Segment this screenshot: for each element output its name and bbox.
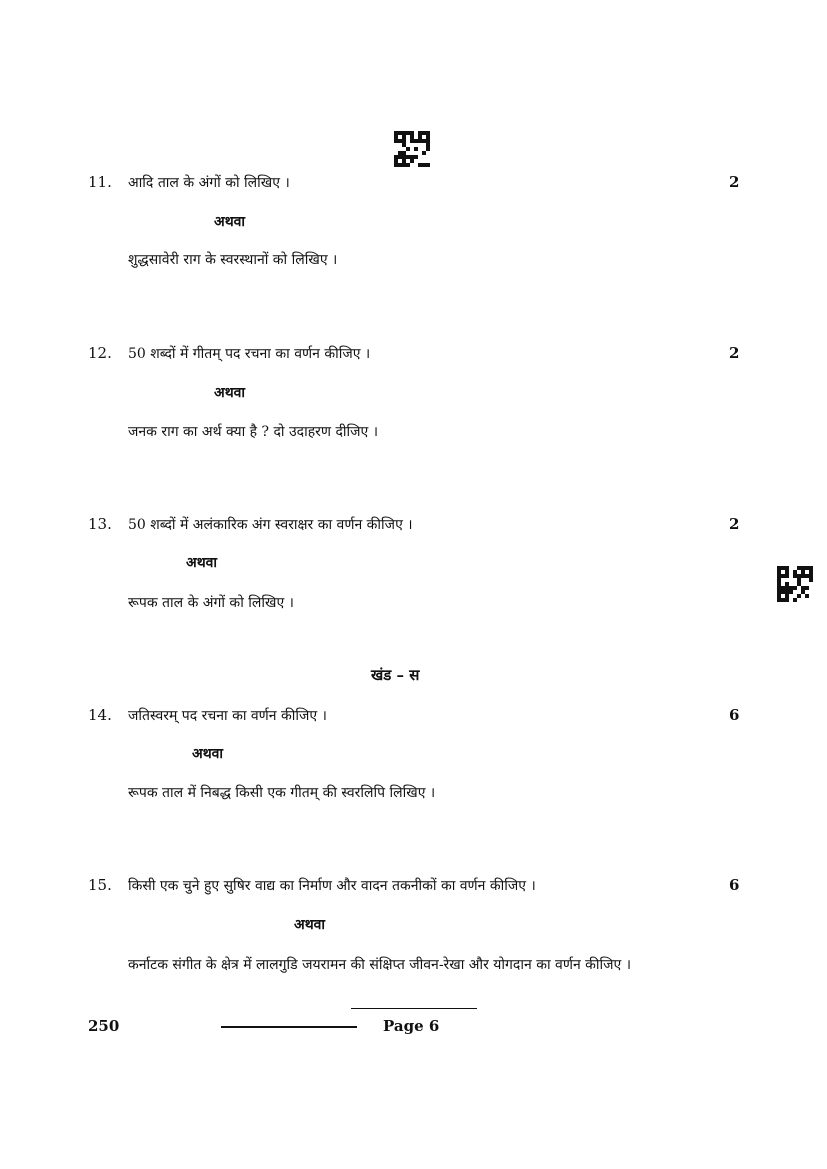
question-marks: 2 [729,515,740,533]
alternative-question: रूपक ताल के अंगों को लिखिए । [128,595,294,611]
question-text: 50 शब्दों में गीतम् पद रचना का वर्णन कीजिए । [128,346,371,362]
alternative-question: कर्नाटक संगीत के क्षेत्र में लालगुडि जयरामन की संक्षिप्त जीवन-रेखा और योगदान का वर्णन कीजिए । [128,957,632,973]
alternative-question: रूपक ताल में निबद्ध किसी एक गीतम् की स्वरलिपि लिखिए । [128,785,436,801]
alternative-question: जनक राग का अर्थ क्या है ? दो उदाहरण दीजिए । [128,424,379,440]
or-label: अथवा [214,214,246,230]
question-marks: 6 [729,876,740,894]
question-number: 14. [88,706,112,724]
page-number: Page 6 [383,1017,440,1035]
or-label: अथवा [294,917,326,933]
question-number: 12. [88,344,112,362]
question-text: 50 शब्दों में अलंकारिक अंग स्वराक्षर का वर्णन कीजिए । [128,517,413,533]
question-marks: 2 [729,344,740,362]
qr-code-icon [394,131,430,167]
footer-rule [221,1026,357,1028]
end-rule [351,1008,477,1009]
question-marks: 6 [729,706,740,724]
or-label: अथवा [186,555,218,571]
qr-code-icon [777,566,813,602]
paper-code: 250 [88,1017,120,1035]
section-heading: खंड – स [371,666,420,684]
or-label: अथवा [214,385,246,401]
question-text: किसी एक चुने हुए सुषिर वाद्य का निर्माण और वादन तकनीकों का वर्णन कीजिए । [128,878,536,894]
question-number: 15. [88,876,112,894]
question-text: जतिस्वरम् पद रचना का वर्णन कीजिए । [128,708,327,724]
or-label: अथवा [192,746,224,762]
question-marks: 2 [729,173,740,191]
alternative-question: शुद्धसावेरी राग के स्वरस्थानों को लिखिए । [128,252,338,268]
question-text: आदि ताल के अंगों को लिखिए । [128,175,290,191]
question-number: 11. [88,173,112,191]
question-number: 13. [88,515,112,533]
